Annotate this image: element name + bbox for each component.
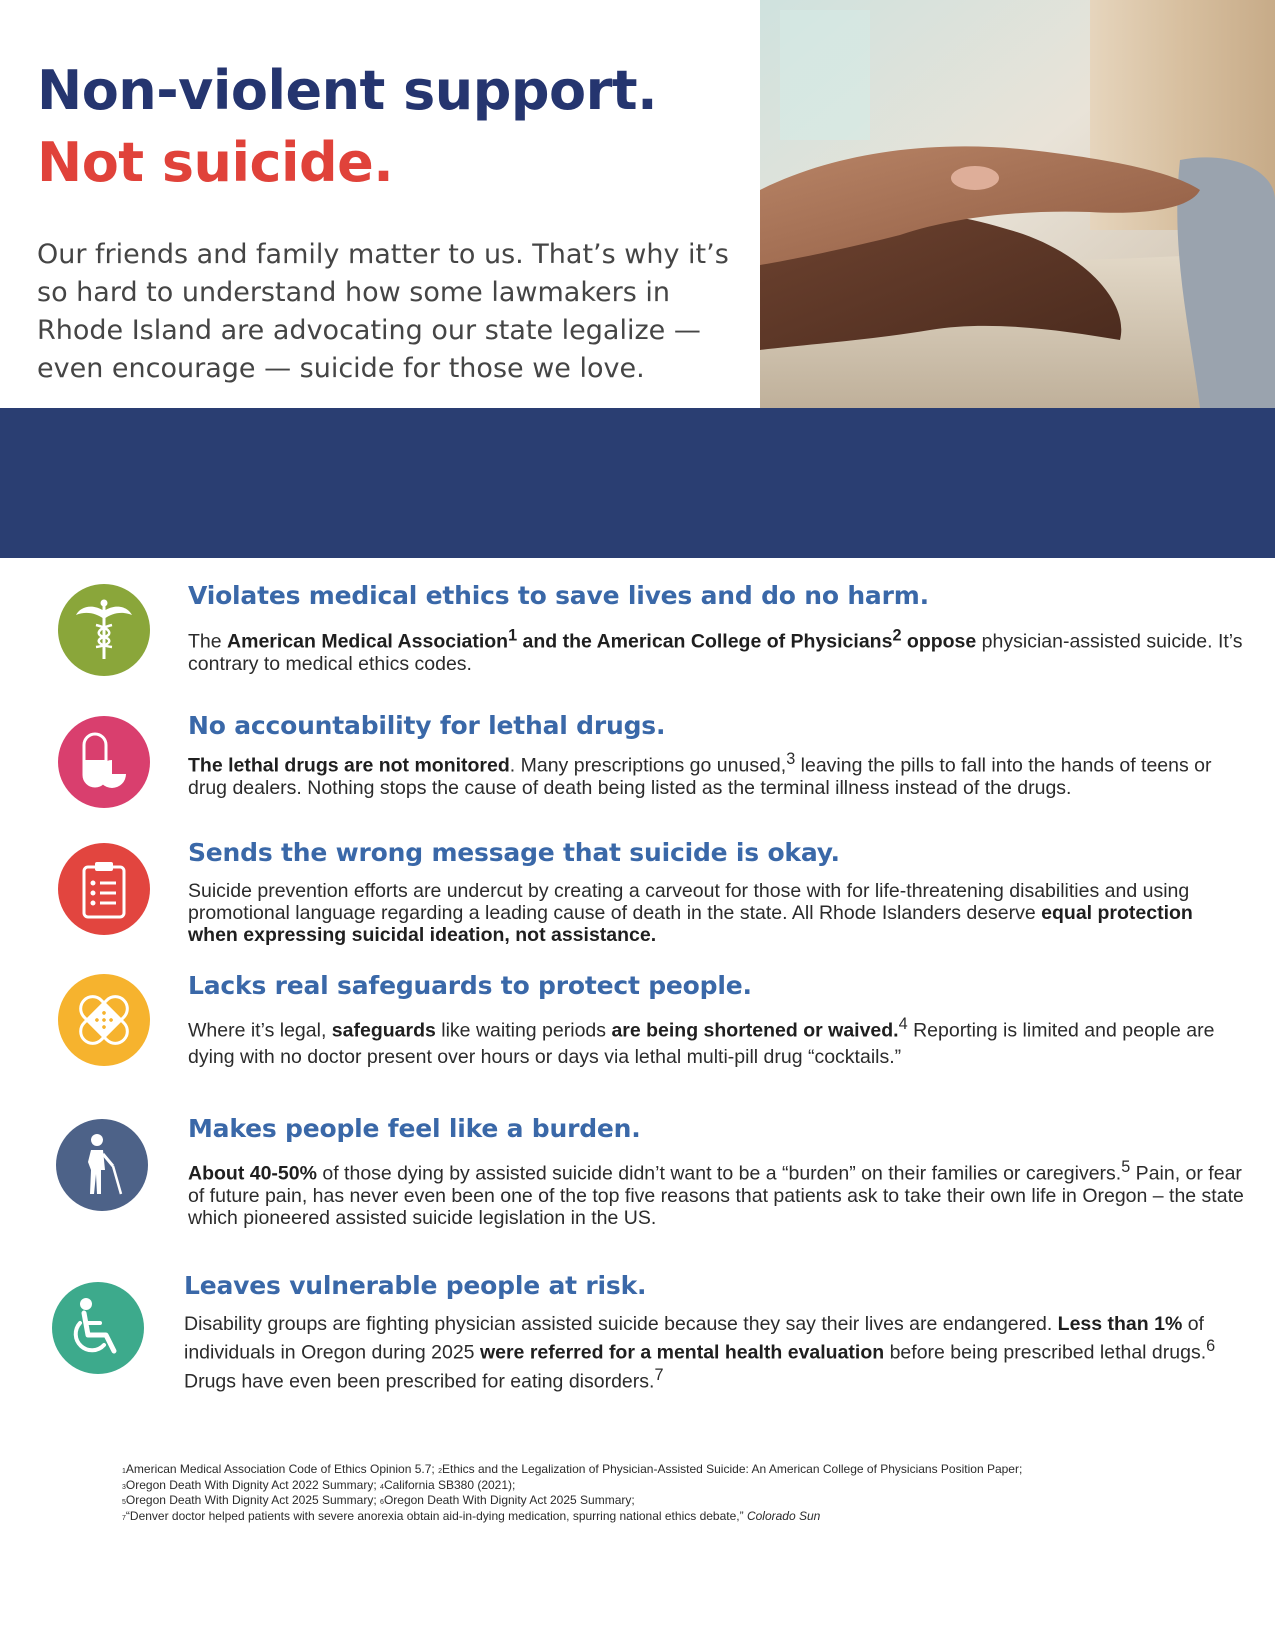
point-body: The lethal drugs are not monitored. Many prescriptions go unused,$^3$ leaving the pills to fall into the hands of teens or drug dealers. Nothing stops the cause of death being listed as the terminal illness instead of the drugs. <box>188 750 1212 799</box>
headline-secondary: Not suicide. <box>37 131 394 194</box>
clipboard-icon <box>58 843 150 935</box>
point-body: Suicide prevention efforts are undercut by creating a carveout for those with for life-threatening disabilities and using promotional language regarding a leading cause of death in the state. All Rhode Islanders deserve equal protection when expressing suicidal ideation, not assistance. <box>188 880 1193 946</box>
bandage-icon <box>58 974 150 1066</box>
person-with-cane-icon <box>56 1119 148 1211</box>
caduceus-icon <box>58 584 150 676</box>
footnote-line: 3Oregon Death With Dignity Act 2022 Summary; 4California SB380 (2021); <box>122 1477 516 1492</box>
intro-paragraph: Our friends and family matter to us. That’s why it’s so hard to understand how some lawmakers in Rhode Island are advocating our state legalize — even encourage — suicide for those we love. <box>37 239 729 384</box>
wheelchair-icon <box>52 1282 144 1374</box>
point-heading: Violates medical ethics to save lives and do no harm. <box>188 581 929 610</box>
footnote-line: 5Oregon Death With Dignity Act 2025 Summary; 6Oregon Death With Dignity Act 2025 Summary; <box>122 1493 635 1507</box>
point-heading: Sends the wrong message that suicide is okay. <box>188 838 840 867</box>
footnote-line: 1American Medical Association Code of Ethics Opinion 5.7; 2Ethics and the Legalization of Physician-Assisted Suicide: An American College of Physicians Position Paper; <box>122 1462 1023 1476</box>
point-heading: Leaves vulnerable people at risk. <box>184 1271 647 1300</box>
hero-section <box>0 0 1275 408</box>
footnote-line: 7“Denver doctor helped patients with severe anorexia obtain aid-in-dying medication, spurring national ethics debate,” Colorado Sun <box>122 1508 821 1523</box>
point-heading: Makes people feel like a burden. <box>188 1114 641 1143</box>
navy-band <box>0 408 1275 558</box>
hands-photo-illustration <box>760 0 1275 408</box>
footnotes <box>122 1463 1222 1525</box>
point-body: Disability groups are fighting physician assisted suicide because they say their lives are endangered. Less than 1% of individuals in Oregon during 2025 were referred for a mental health evaluation before being prescribed lethal drugs.$^6$ Drugs have even been prescribed for eating disorders.$^7$ <box>184 1313 1216 1392</box>
point-body: The American Medical Association$^1$ and the American College of Physicians$^2$ oppose physician-assisted suicide. It’s contrary to medical ethics codes. <box>188 626 1243 675</box>
pill-icon <box>58 716 150 808</box>
point-heading: Lacks real safeguards to protect people. <box>188 971 752 1000</box>
point-heading: No accountability for lethal drugs. <box>188 711 666 740</box>
point-body: About 40-50% of those dying by assisted suicide didn’t want to be a “burden” on their families or caregivers.$^5$ Pain, or fear of future pain, has never even been one of the top five reasons that patients ask to take their own life in Oregon – the state which pioneered assisted suicide legislation in the US. <box>188 1158 1244 1229</box>
hands-photo <box>760 0 1275 408</box>
headline-primary: Non-violent support. <box>37 59 658 122</box>
point-body: Where it’s legal, safeguards like waiting periods are being shortened or waived.$^4$ Reporting is limited and people are dying with no doctor present over hours or days via lethal multi-pill drug “cocktails.” <box>188 1015 1215 1068</box>
